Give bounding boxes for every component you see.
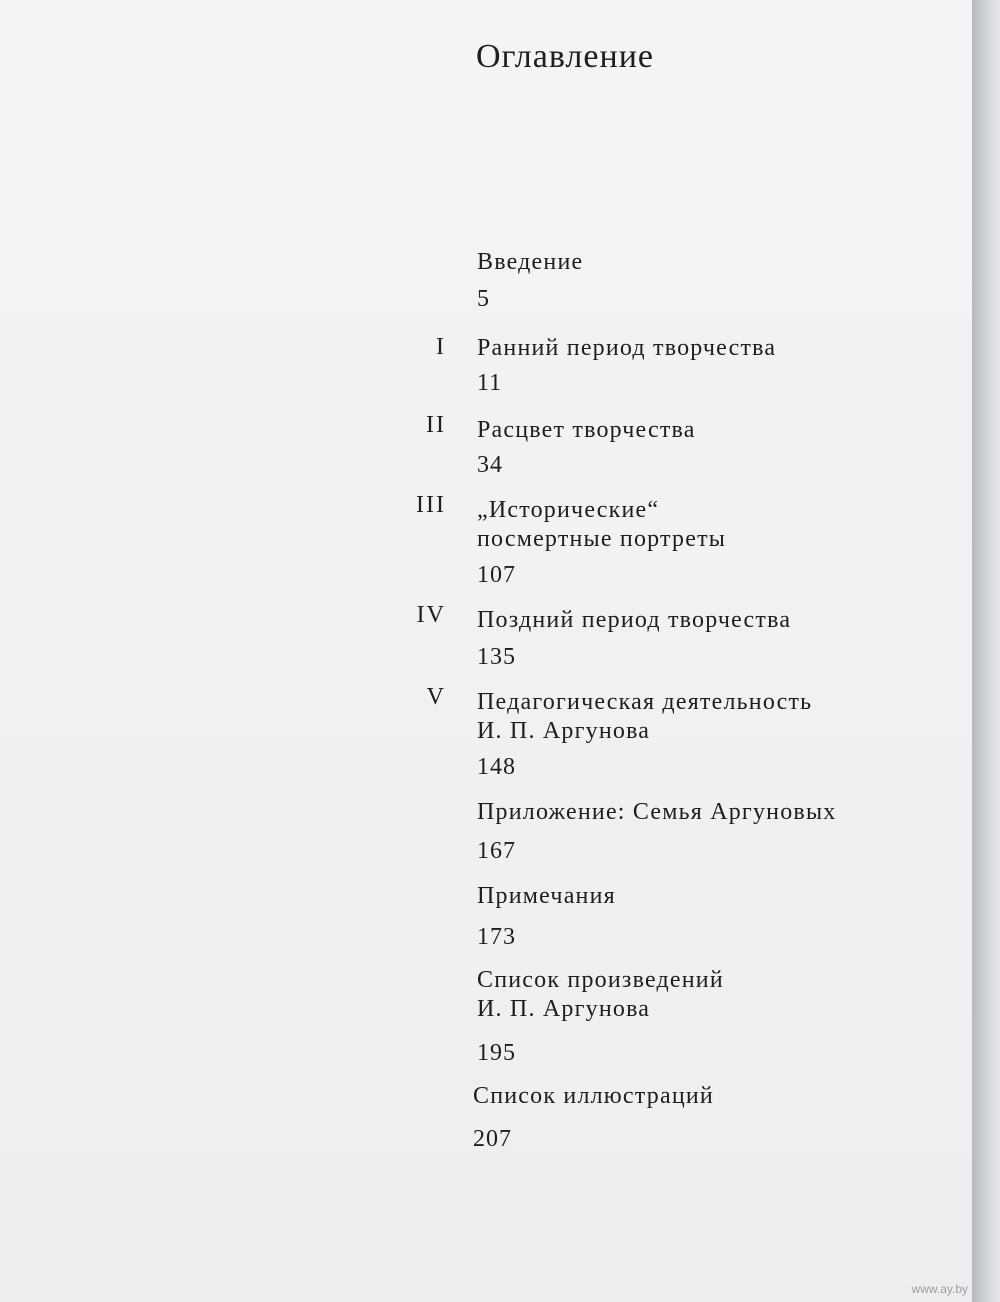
- entry-page-number: 173: [477, 924, 516, 950]
- entry-page-number: 207: [473, 1126, 512, 1152]
- entry-page-number: 195: [477, 1040, 516, 1066]
- chapter-numeral: III: [416, 492, 446, 518]
- page-edge-shadow: [972, 0, 1000, 1302]
- entry-page-number: 135: [477, 644, 516, 670]
- entry-title: Список произведений И. П. Аргунова: [477, 967, 724, 1022]
- entry-title: „Исторические“ посмертные портреты: [477, 497, 727, 552]
- entry-title: Педагогическая деятельность И. П. Аргунова: [477, 689, 813, 744]
- entry-page-number: 34: [477, 452, 503, 478]
- entry-title: Поздний период творчества: [477, 607, 792, 633]
- chapter-numeral: II: [426, 412, 446, 438]
- entry-page-number: 107: [477, 562, 516, 588]
- entry-title: Примечания: [477, 883, 616, 909]
- entry-title: Расцвет творчества: [477, 417, 696, 443]
- watermark: www.ay.by: [911, 1282, 968, 1296]
- entry-title: Введение: [477, 249, 584, 275]
- entry-title: Список иллюстраций: [473, 1083, 714, 1109]
- page-title: Оглавление: [476, 38, 654, 75]
- entry-title: Приложение: Семья Аргуновых: [477, 799, 837, 825]
- chapter-numeral: I: [436, 334, 446, 360]
- entry-page-number: 5: [477, 286, 490, 312]
- entry-page-number: 11: [477, 370, 503, 396]
- chapter-numeral: V: [426, 684, 446, 710]
- entry-page-number: 167: [477, 838, 516, 864]
- chapter-numeral: IV: [416, 602, 446, 628]
- entry-title: Ранний период творчества: [477, 335, 777, 361]
- entry-page-number: 148: [477, 754, 516, 780]
